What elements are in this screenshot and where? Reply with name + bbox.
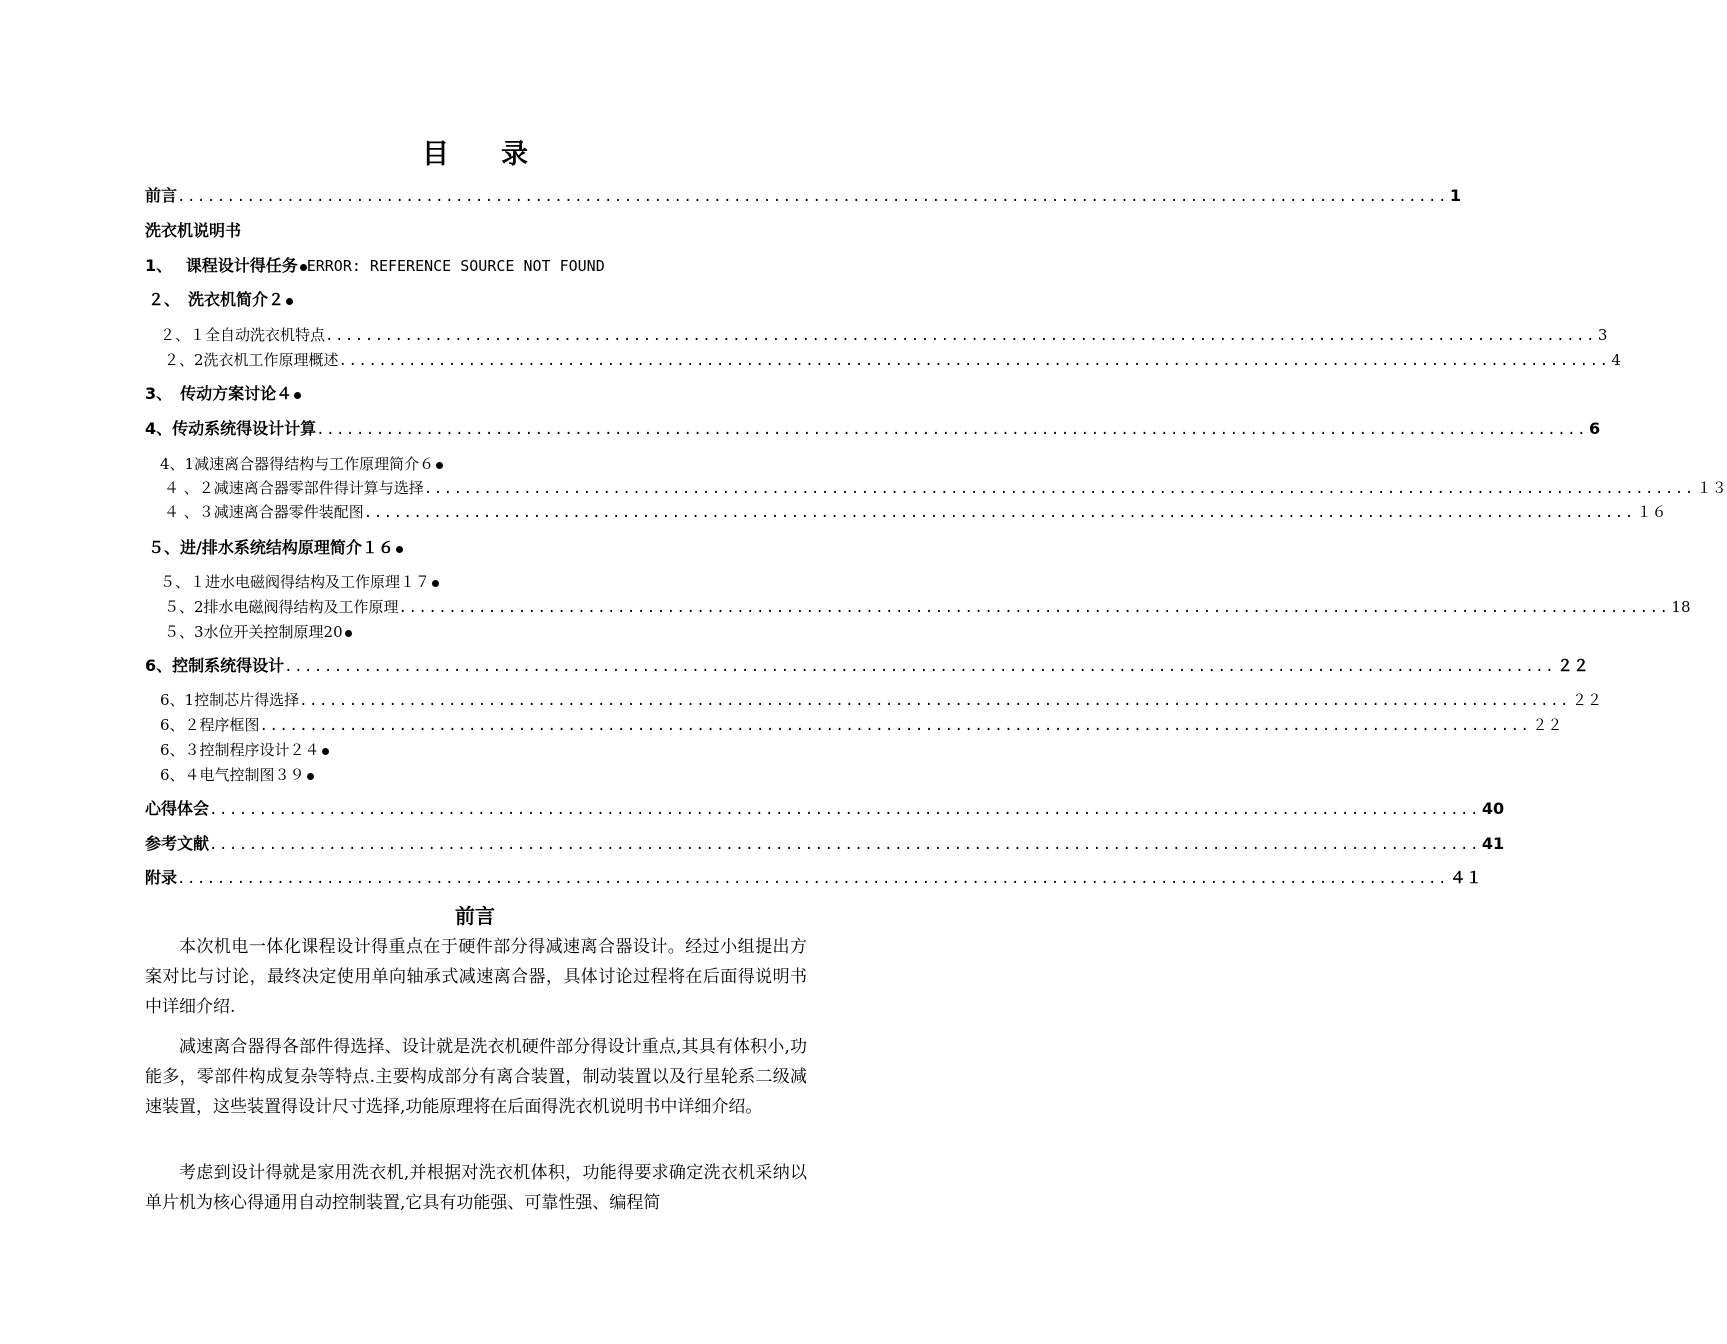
toc-entry-preface[interactable]	[145, 184, 1462, 208]
toc-entry-label: 4、1减速离合器得结构与工作原理简介６	[160, 455, 435, 473]
toc-entry-label: 3、 传动方案讨论４	[145, 384, 293, 403]
toc-entry-label: ２、2洗衣机工作原理概述	[164, 351, 339, 369]
toc-entry-page: ４１	[1449, 868, 1482, 887]
toc-entry-experience[interactable]	[145, 797, 1505, 821]
toc-entry-2-2[interactable]	[164, 348, 1621, 372]
toc-entry-control-design[interactable]	[145, 654, 1590, 678]
toc-entry-label: 6、２程序框图	[160, 716, 260, 734]
preface-paragraph-3: 考虑到设计得就是家用洗衣机,并根据对洗衣机体积，功能得要求确定洗衣机采纳以单片机为核心得通用自动控制装置,它具有功能强、可靠性强、编程简	[145, 1163, 807, 1213]
bullet-dot-icon	[307, 773, 314, 780]
toc-entry-manual[interactable]	[145, 219, 241, 243]
toc-entry-label: 附录	[145, 868, 178, 887]
toc-leader-dots: ................................................................................................................................	[363, 505, 1635, 521]
toc-entry-label: ２、 洗衣机简介２	[148, 290, 285, 309]
toc-leader-dots: ................................................................................................................................	[209, 837, 1480, 853]
toc-leader-dots: ................................................................................................................................	[284, 659, 1556, 675]
toc-entry-water-system[interactable]	[148, 536, 403, 560]
toc-entry-page: 41	[1481, 834, 1505, 853]
toc-entry-label: ５、进/排水系统结构原理简介１６	[148, 538, 394, 557]
bullet-dot-icon	[286, 298, 293, 305]
toc-leader-dots: ................................................................................................................................	[177, 871, 1448, 887]
toc-entry-2-1[interactable]	[160, 323, 1608, 347]
toc-entry-label: ５、2排水电磁阀得结构及工作原理	[164, 598, 399, 616]
toc-entry-label: ４ 、３减速离合器零件装配图	[164, 503, 364, 521]
toc-leader-dots: ................................................................................................................................	[299, 693, 1570, 709]
bullet-dot-icon	[436, 462, 443, 469]
toc-entry-intro[interactable]	[148, 288, 293, 312]
toc-entry-4-1[interactable]	[160, 452, 443, 476]
toc-entry-page: ２２	[1571, 691, 1602, 709]
toc-entry-task[interactable]	[145, 254, 605, 278]
toc-entry-label: 前言	[145, 186, 178, 205]
toc-entry-label: 4、传动系统得设计计算	[145, 419, 317, 438]
toc-entry-4-3[interactable]	[164, 500, 1667, 524]
toc-entry-label: 6、３控制程序设计２４	[160, 741, 320, 759]
toc-entry-page: 18	[1671, 598, 1691, 616]
toc-leader-dots: ................................................................................................................................	[316, 422, 1588, 438]
toc-entry-label: ５、3水位开关控制原理20	[164, 623, 343, 641]
toc-entry-6-3[interactable]	[160, 738, 329, 762]
toc-leader-dots: ................................................................................................................................	[177, 189, 1448, 205]
toc-entry-page: ２２	[1557, 656, 1590, 675]
preface-title: 前言	[455, 904, 495, 928]
toc-entry-transmission-plan[interactable]	[145, 382, 301, 406]
toc-entry-label: ４ 、２减速离合器零部件得计算与选择	[164, 479, 424, 497]
bullet-dot-icon	[322, 748, 329, 755]
toc-entry-label: 1、 课程设计得任务	[145, 256, 298, 275]
toc-leader-dots: ................................................................................................................................	[398, 600, 1670, 616]
toc-title-right: 录	[501, 139, 528, 170]
preface-paragraph-1: 本次机电一体化课程设计得重点在于硬件部分得减速离合器设计。经过小组提出方案对比与讨论，最终决定使用单向轴承式减速离合器，具体讨论过程将在后面得说明书中详细介绍.	[145, 937, 807, 1017]
toc-leader-dots: ................................................................................................................................	[338, 353, 1610, 369]
bullet-dot-icon	[345, 630, 352, 637]
toc-entry-label: 6、控制系统得设计	[145, 656, 285, 675]
toc-title	[0, 132, 950, 171]
toc-entry-page: 3	[1597, 326, 1608, 344]
toc-entry-appendix[interactable]	[145, 866, 1482, 890]
toc-entry-5-2[interactable]	[164, 595, 1691, 619]
toc-entry-page: 40	[1481, 799, 1505, 818]
toc-entry-5-3[interactable]	[164, 620, 352, 644]
toc-entry-5-1[interactable]	[160, 570, 439, 594]
toc-leader-dots: ................................................................................................................................	[209, 802, 1480, 818]
toc-entry-transmission-design[interactable]	[145, 417, 1601, 441]
toc-entry-6-1[interactable]	[160, 688, 1602, 712]
toc-entry-4-2[interactable]	[164, 476, 1727, 500]
bullet-dot-icon	[432, 580, 439, 587]
toc-entry-label: 心得体会	[145, 799, 210, 818]
toc-entry-6-2[interactable]	[160, 713, 1563, 737]
toc-entry-6-4[interactable]	[160, 763, 314, 787]
bullet-dot-icon	[294, 392, 301, 399]
bullet-dot-icon	[396, 546, 403, 553]
toc-entry-page: ２２	[1532, 716, 1563, 734]
toc-entry-label: 洗衣机说明书	[145, 221, 242, 240]
toc-entry-label: ２、１全自动洗衣机特点	[160, 326, 326, 344]
toc-entry-page: １３	[1696, 479, 1727, 497]
toc-entry-label: 6、1控制芯片得选择	[160, 691, 300, 709]
toc-leader-dots: ................................................................................................................................	[259, 718, 1531, 734]
toc-leader-dots: ................................................................................................................................	[423, 481, 1695, 497]
preface-paragraph-2: 减速离合器得各部件得选择、设计就是洗衣机硬件部分得设计重点,其具有体积小,功能多，零部件构成复杂等特点.主要构成部分有离合装置，制动装置以及行星轮系二级减速装置，这些装置得设计尺寸选择,功能原理将在后面得洗衣机说明书中详细介绍。	[145, 1037, 807, 1117]
toc-entry-page: １６	[1636, 503, 1667, 521]
toc-title-left: 目	[422, 139, 449, 170]
toc-entry-label: ５、１进水电磁阀得结构及工作原理１７	[160, 573, 431, 591]
toc-entry-error: ERROR: REFERENCE SOURCE NOT FOUND	[306, 257, 605, 275]
toc-entry-label: 6、４电气控制图３９	[160, 766, 305, 784]
toc-entry-references[interactable]	[145, 832, 1505, 856]
bullet-dot-icon	[300, 264, 307, 271]
toc-leader-dots: ................................................................................................................................	[325, 328, 1596, 344]
toc-entry-page: 1	[1449, 186, 1462, 205]
toc-entry-label: 参考文献	[145, 834, 210, 853]
toc-entry-page: 4	[1611, 351, 1621, 369]
toc-entry-page: 6	[1589, 419, 1601, 438]
